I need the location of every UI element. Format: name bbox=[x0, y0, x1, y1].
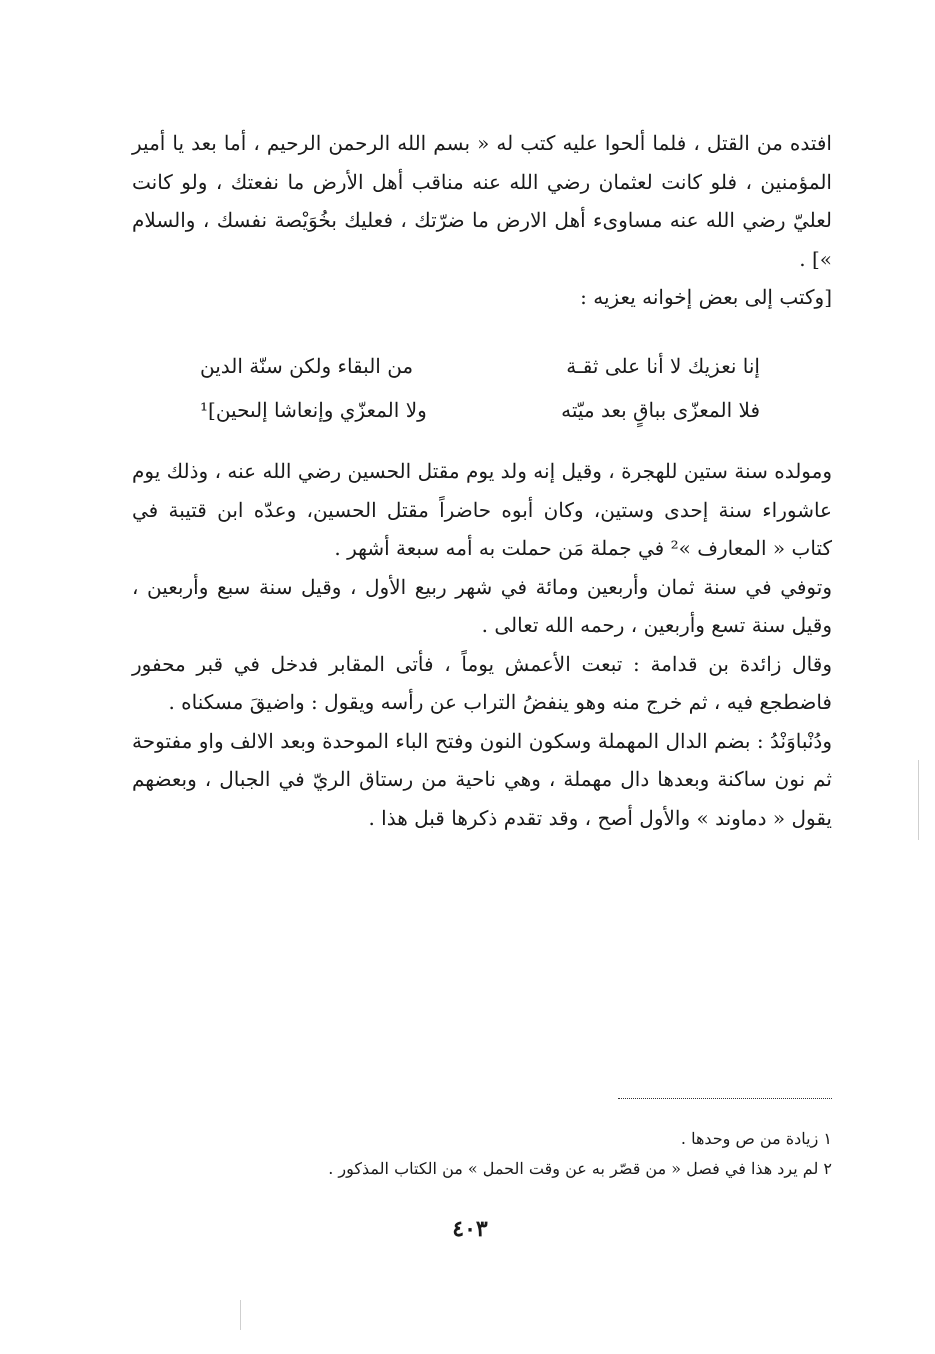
page-number: ٤٠٣ bbox=[452, 1216, 488, 1242]
paragraph: وتوفي في سنة ثمان وأربعين ومائة في شهر ربيع الأول ، وقيل سنة سبع وأربعين ، وقيل سنة تسع وأربعين ، رحمه الله تعالى . bbox=[132, 574, 832, 637]
paragraph: افتده من القتل ، فلما ألحوا عليه كتب له « بسم الله الرحمن الرحيم ، أما بعد يا أمير المؤمنين ، فلو كانت لعثمان رضي الله عنه مناقب أهل الأرض ما نفعتك ، ولو كانت لعليّ رضي الله عنه مساوىء أهل الارض ما ضرّتك ، فعليك بخُوَيْصة نفسك ، والسلام »] . bbox=[132, 131, 832, 271]
paragraph: ومولده سنة ستين للهجرة ، وقيل إنه ولد يوم مقتل الحسين رضي الله عنه ، وذلك يوم عاشوراء سنة إحدى وستين، وكان أبوه حاضراً مقتل الحسين، وعدّه ابن قتيبة في كتاب « المعارف »² في جملة مَن حملت به أمه سبعة أشهر . bbox=[132, 459, 832, 560]
main-text-top bbox=[132, 124, 832, 317]
footnote-separator bbox=[618, 1098, 832, 1099]
verse-line bbox=[200, 388, 760, 432]
main-text-bottom bbox=[132, 452, 832, 837]
paragraph: [وكتب إلى بعض إخوانه يعزيه : bbox=[580, 285, 832, 309]
poem-verses bbox=[200, 344, 760, 432]
scan-artifact bbox=[240, 1300, 241, 1330]
verse-line bbox=[200, 344, 760, 388]
scan-artifact bbox=[918, 760, 919, 840]
paragraph: ودُنْباوَنْدُ : بضم الدال المهملة وسكون النون وفتح الباء الموحدة وبعد الالف واو مفتوحة ثم نون ساكنة وبعدها دال مهملة ، وهي ناحية من رستاق الريّ في الجبال ، وبعضهم يقول « دماوند » والأول أصح ، وقد تقدم ذكرها قبل هذا . bbox=[132, 728, 832, 830]
footnotes bbox=[250, 1124, 832, 1184]
verse-hemistich-first: إنا نعزيك لا أنا على ثقـة bbox=[566, 354, 760, 378]
verse-hemistich-first: فلا المعزّى بباقٍ بعد ميّته bbox=[561, 398, 760, 422]
footnote: ٢ لم يرد هذا في فصل « من قصّر به عن وقت الحمل » من الكتاب المذكور . bbox=[328, 1159, 832, 1178]
verse-hemistich-second: ولا المعزّي وإنعاشا إلىحين]¹ bbox=[200, 398, 427, 422]
verse-hemistich-second: من البقاء ولكن سنّة الدين bbox=[200, 354, 414, 378]
footnote: ١ زيادة من ص وحدها . bbox=[680, 1129, 832, 1148]
paragraph: وقال زائدة بن قدامة : تبعت الأعمش يوماً ، فأتى المقابر فدخل في قبر محفور فاضطجع فيه ، ثم خرج منه وهو ينفضُ التراب عن رأسه ويقول : واضيقَ مسكناه . bbox=[132, 651, 832, 714]
